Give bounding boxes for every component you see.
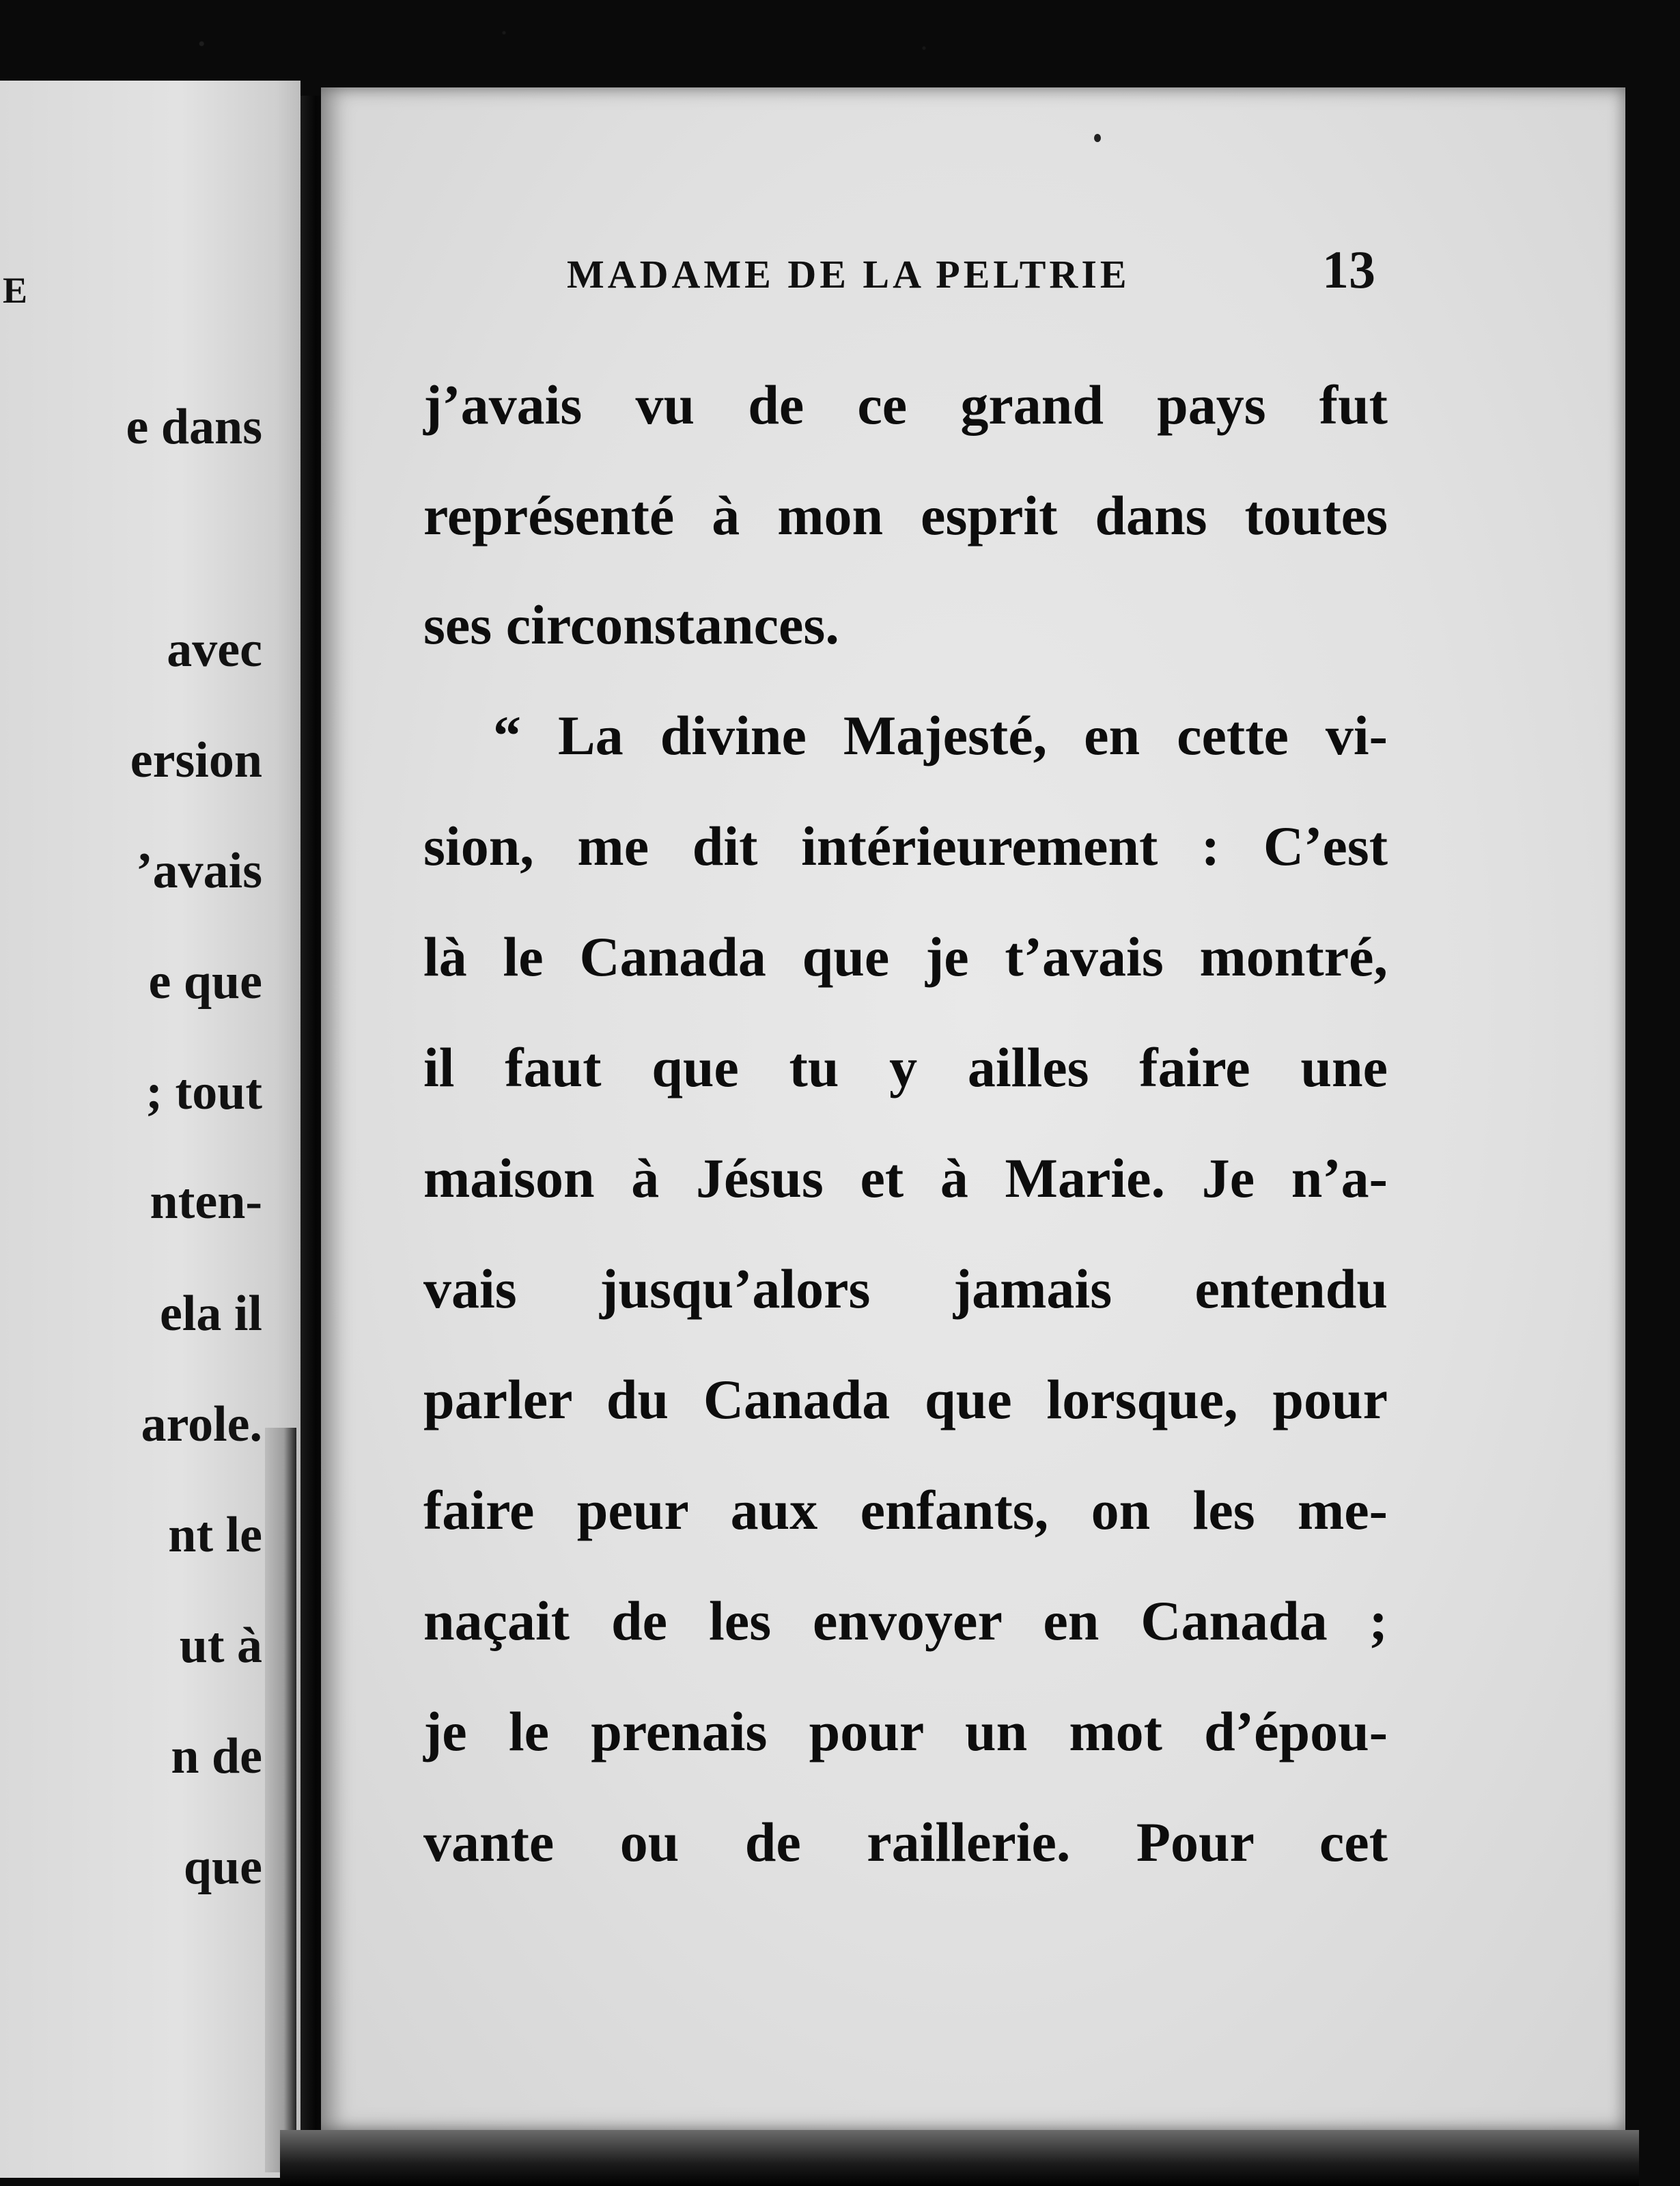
body-text-line: ses circonstances. xyxy=(423,594,839,656)
left-text-line: que xyxy=(183,1839,262,1895)
left-text-line: ersion xyxy=(130,732,262,788)
ink-speck xyxy=(1094,134,1101,142)
body-text-line: parler du Canada que lorsque, pour xyxy=(423,1368,1388,1430)
left-text-line: nt le xyxy=(168,1507,262,1563)
body-text-line: j’avais vu de ce grand pays fut xyxy=(423,374,1388,436)
body-text-line: faire peur aux enfants, on les me- xyxy=(423,1479,1388,1541)
gutter-edge xyxy=(265,1428,296,2172)
page-bottom-shadow xyxy=(280,2130,1639,2186)
left-facing-page xyxy=(0,81,300,2178)
left-text-line: ela il xyxy=(159,1286,262,1342)
body-text-line: naçait de les envoyer en Canada ; xyxy=(423,1590,1388,1652)
body-text-line: maison à Jésus et à Marie. Je n’a- xyxy=(423,1147,1388,1209)
page-number: 13 xyxy=(1322,240,1375,299)
running-head: MADAME DE LA PELTRIE xyxy=(567,252,1130,296)
left-text-line: e que xyxy=(148,954,262,1010)
body-text-line: il faut que tu y ailles faire une xyxy=(423,1036,1388,1098)
body-text-line: “ La divine Majesté, en cette vi- xyxy=(493,704,1388,766)
left-text-line: ut à xyxy=(179,1618,262,1674)
left-text-line: ’avais xyxy=(136,843,262,899)
left-text-line: n de xyxy=(171,1728,262,1784)
body-text-line: représenté à mon esprit dans toutes xyxy=(423,484,1388,546)
left-text-line: avec xyxy=(167,622,262,678)
body-text-line: là le Canada que je t’avais montré, xyxy=(423,926,1388,988)
body-text-line: vais jusqu’alors jamais entendu xyxy=(423,1258,1388,1320)
left-text-line: nten- xyxy=(150,1174,262,1230)
body-text-line: vante ou de raillerie. Pour cet xyxy=(423,1811,1388,1873)
left-text-line: ; tout xyxy=(145,1064,262,1120)
body-text-line: je le prenais pour un mot d’épou- xyxy=(423,1700,1388,1762)
left-text-line: arole. xyxy=(141,1396,262,1452)
left-running-head: E xyxy=(3,270,31,311)
body-text-line: sion, me dit intérieurement : C’est xyxy=(423,815,1388,877)
left-text-line: e dans xyxy=(126,399,262,455)
